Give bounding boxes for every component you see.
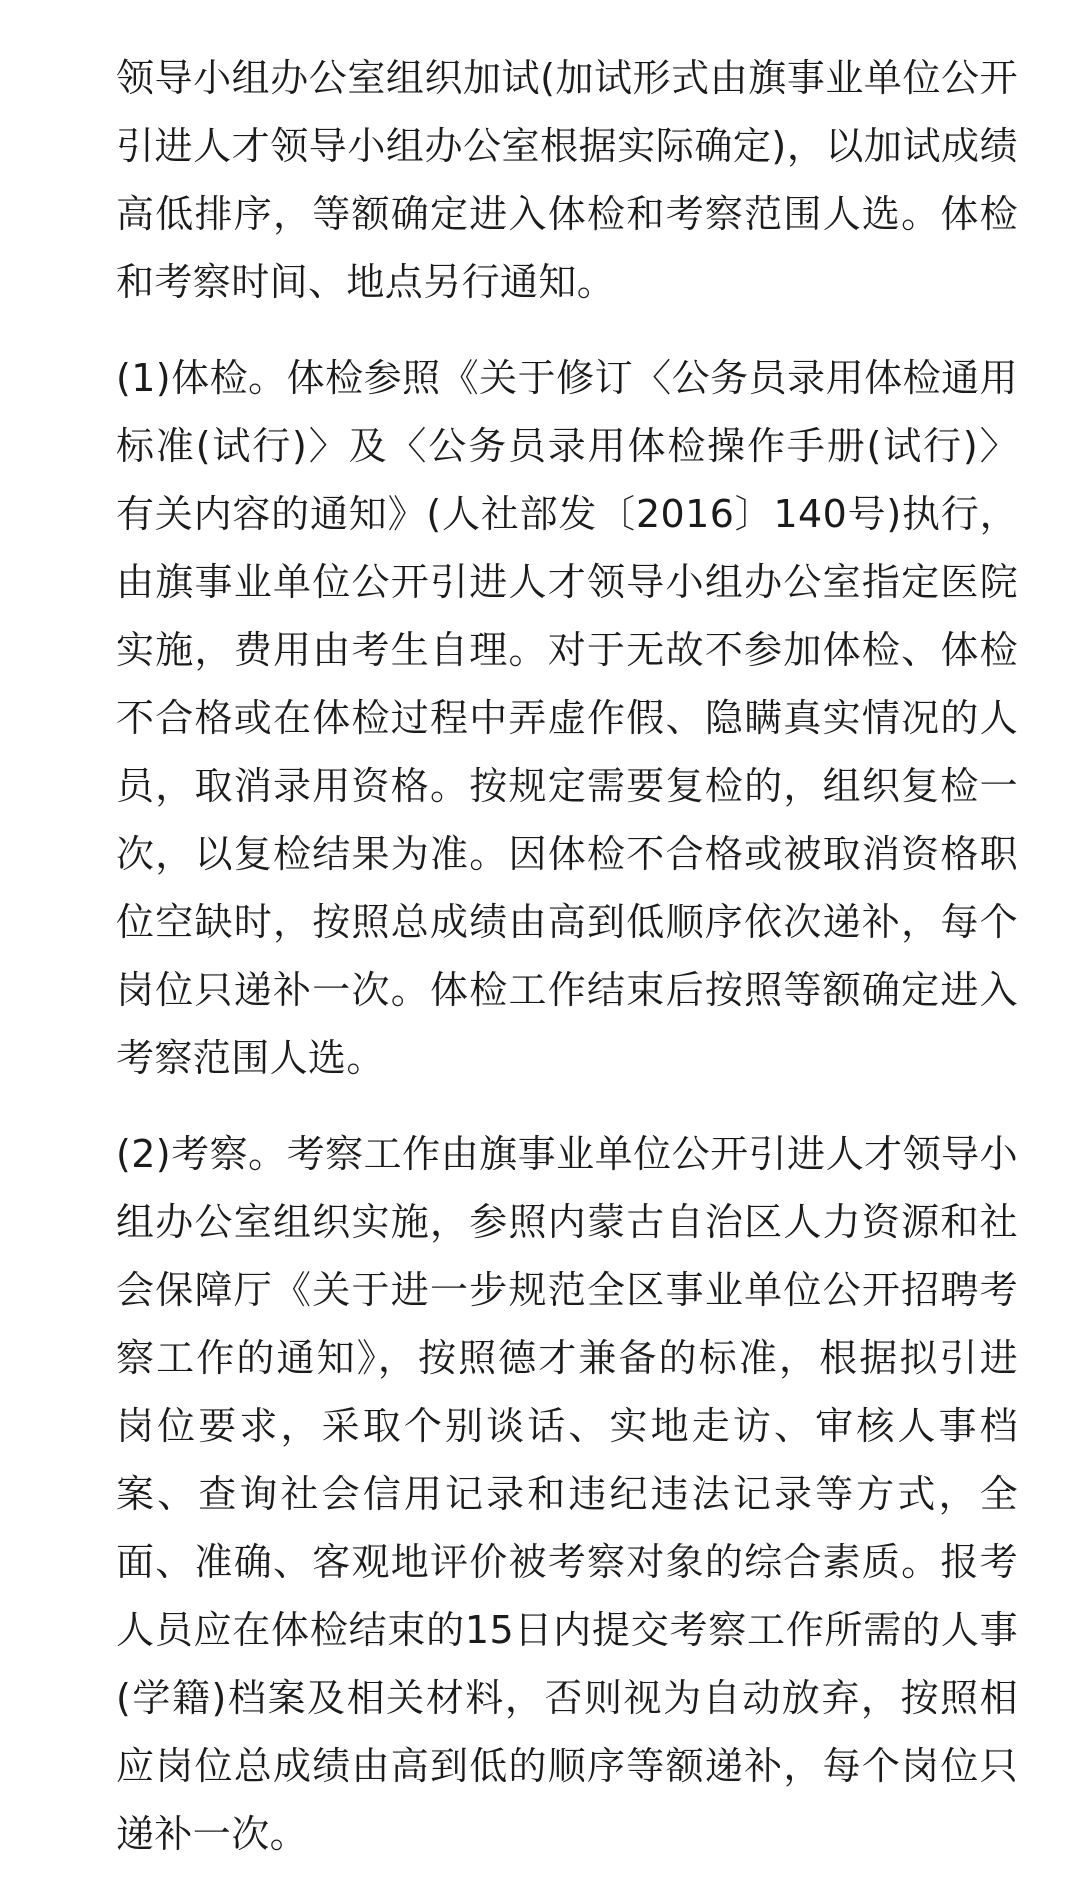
paragraph-inspection: (2)考察。考察工作由旗事业单位公开引进人才领导小组办公室组织实施，参照内蒙古自治区人力资源和社会保障厅《关于进一步规范全区事业单位公开招聘考察工作的通知》，按照德才兼备的标准，根据拟引进岗位要求，采取个别谈话、实地走访、审核人事档案、查询社会信用记录和违纪违法记录等方式，全面、准确、客观地评价被考察对象的综合素质。报考人员应在体检结束的15日内提交考察工作所需的人事(学籍)档案及相关材料，否则视为自动放弃，按照相应岗位总成绩由高到低的顺序等额递补，每个岗位只递补一次。 <box>116 1132 1018 1856</box>
paragraph-physical-exam: (1)体检。体检参照《关于修订〈公务员录用体检通用标准(试行)〉及〈公务员录用体检操作手册(试行)〉有关内容的通知》(人社部发〔2016〕140号)执行，由旗事业单位公开引进人才领导小组办公室指定医院实施，费用由考生自理。对于无故不参加体检、体检不合格或在体检过程中弄虚作假、隐瞒真实情况的人员，取消录用资格。按规定需要复检的，组织复检一次，以复检结果为准。因体检不合格或被取消资格职位空缺时，按照总成绩由高到低顺序依次递补，每个岗位只递补一次。体检工作结束后按照等额确定进入考察范围人选。 <box>116 356 1018 1080</box>
paragraph-intro: 领导小组办公室组织加试(加试形式由旗事业单位公开引进人才领导小组办公室根据实际确定)，以加试成绩高低排序，等额确定进入体检和考察范围人选。体检和考察时间、地点另行通知。 <box>116 56 1018 304</box>
article-body <box>116 44 1018 1896</box>
